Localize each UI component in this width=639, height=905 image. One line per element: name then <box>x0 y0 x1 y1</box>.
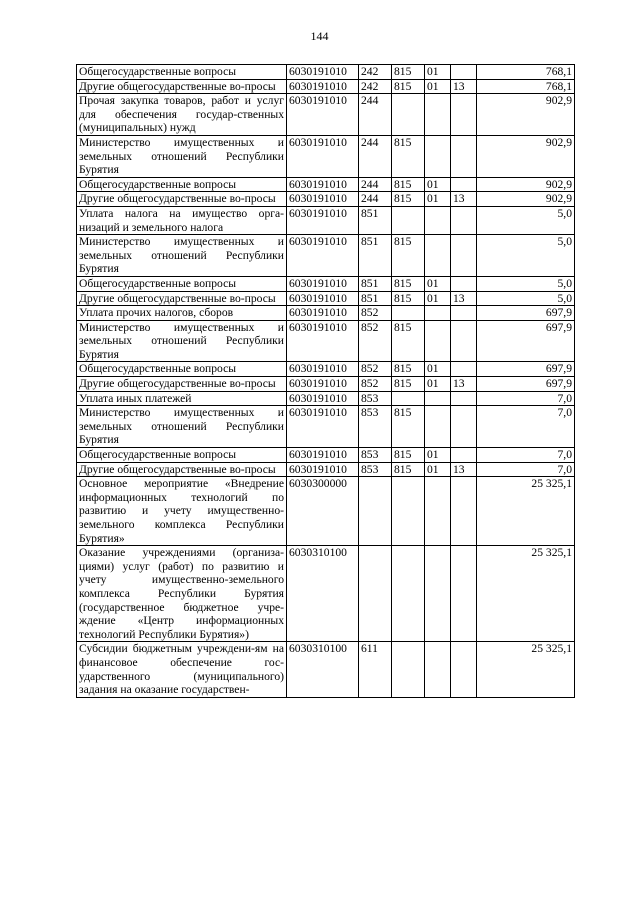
amount-cell: 5,0 <box>477 276 575 291</box>
section-code-cell: 01 <box>425 276 451 291</box>
table-row <box>77 177 575 192</box>
section-code-cell <box>425 135 451 177</box>
expense-type-cell: 852 <box>359 362 392 377</box>
section-code-cell: 01 <box>425 291 451 306</box>
target-code-cell: 6030310100 <box>287 642 359 697</box>
ministry-code-cell: 815 <box>392 135 425 177</box>
expense-type-cell: 244 <box>359 177 392 192</box>
row-name-cell: Общегосударственные вопросы <box>77 177 287 192</box>
target-code-cell: 6030191010 <box>287 377 359 392</box>
ministry-code-cell: 815 <box>392 79 425 94</box>
row-name-cell: Общегосударственные вопросы <box>77 276 287 291</box>
subsection-code-cell: 13 <box>451 377 477 392</box>
subsection-code-cell <box>451 320 477 362</box>
subsection-code-cell <box>451 276 477 291</box>
table-row <box>77 65 575 80</box>
expense-type-cell: 853 <box>359 462 392 477</box>
amount-cell: 697,9 <box>477 377 575 392</box>
target-code-cell: 6030191010 <box>287 192 359 207</box>
amount-cell: 768,1 <box>477 65 575 80</box>
row-name-cell: Другие общегосударственные во-просы <box>77 192 287 207</box>
row-name-cell: Общегосударственные вопросы <box>77 65 287 80</box>
table-row <box>77 235 575 277</box>
section-code-cell <box>425 406 451 448</box>
amount-cell: 7,0 <box>477 448 575 463</box>
expense-type-cell: 242 <box>359 65 392 80</box>
ministry-code-cell: 815 <box>392 448 425 463</box>
expense-type-cell: 852 <box>359 320 392 362</box>
target-code-cell: 6030191010 <box>287 448 359 463</box>
table-row <box>77 546 575 642</box>
subsection-code-cell <box>451 391 477 406</box>
expense-type-cell: 853 <box>359 391 392 406</box>
row-name-cell: Министерство имущественных и земельных отношений Республики Бурятия <box>77 320 287 362</box>
amount-cell: 7,0 <box>477 391 575 406</box>
row-name-cell: Прочая закупка товаров, работ и услуг для обеспечения государ-ственных (муниципальных) нужд <box>77 94 287 136</box>
expense-type-cell: 852 <box>359 306 392 321</box>
amount-cell: 5,0 <box>477 235 575 277</box>
row-name-cell: Общегосударственные вопросы <box>77 448 287 463</box>
amount-cell: 5,0 <box>477 291 575 306</box>
section-code-cell <box>425 477 451 546</box>
amount-cell: 902,9 <box>477 192 575 207</box>
subsection-code-cell <box>451 406 477 448</box>
subsection-code-cell <box>451 448 477 463</box>
expense-type-cell: 852 <box>359 377 392 392</box>
row-name-cell: Министерство имущественных и земельных отношений Республики Бурятия <box>77 406 287 448</box>
target-code-cell: 6030191010 <box>287 291 359 306</box>
section-code-cell: 01 <box>425 177 451 192</box>
amount-cell: 25 325,1 <box>477 477 575 546</box>
amount-cell: 697,9 <box>477 320 575 362</box>
expense-type-cell: 244 <box>359 94 392 136</box>
section-code-cell: 01 <box>425 377 451 392</box>
expense-type-cell: 853 <box>359 448 392 463</box>
section-code-cell: 01 <box>425 79 451 94</box>
subsection-code-cell: 13 <box>451 192 477 207</box>
target-code-cell: 6030191010 <box>287 206 359 234</box>
target-code-cell: 6030191010 <box>287 362 359 377</box>
row-name-cell: Уплата прочих налогов, сборов <box>77 306 287 321</box>
row-name-cell: Уплата налога на имущество орга-низаций и земельного налога <box>77 206 287 234</box>
subsection-code-cell <box>451 642 477 697</box>
expense-type-cell <box>359 546 392 642</box>
row-name-cell: Другие общегосударственные во-просы <box>77 377 287 392</box>
row-name-cell: Министерство имущественных и земельных отношений Республики Бурятия <box>77 235 287 277</box>
target-code-cell: 6030191010 <box>287 177 359 192</box>
section-code-cell: 01 <box>425 65 451 80</box>
ministry-code-cell <box>392 391 425 406</box>
ministry-code-cell <box>392 546 425 642</box>
ministry-code-cell: 815 <box>392 235 425 277</box>
expense-type-cell: 244 <box>359 192 392 207</box>
expense-type-cell: 244 <box>359 135 392 177</box>
table-row <box>77 362 575 377</box>
amount-cell: 768,1 <box>477 79 575 94</box>
table-row <box>77 94 575 136</box>
ministry-code-cell: 815 <box>392 177 425 192</box>
section-code-cell <box>425 206 451 234</box>
target-code-cell: 6030310100 <box>287 546 359 642</box>
target-code-cell: 6030191010 <box>287 462 359 477</box>
ministry-code-cell: 815 <box>392 291 425 306</box>
target-code-cell: 6030191010 <box>287 65 359 80</box>
ministry-code-cell <box>392 477 425 546</box>
table-row <box>77 406 575 448</box>
amount-cell: 5,0 <box>477 206 575 234</box>
section-code-cell <box>425 320 451 362</box>
row-name-cell: Другие общегосударственные во-просы <box>77 462 287 477</box>
table-row <box>77 206 575 234</box>
table-row <box>77 306 575 321</box>
subsection-code-cell <box>451 177 477 192</box>
table-row <box>77 135 575 177</box>
ministry-code-cell <box>392 206 425 234</box>
expense-type-cell: 851 <box>359 276 392 291</box>
expense-type-cell <box>359 477 392 546</box>
budget-table <box>76 64 575 698</box>
row-name-cell: Основное мероприятие «Внедрение информационных технологий по развитию и учету имущественно-земельного комплекса Республики Бурятия» <box>77 477 287 546</box>
table-row <box>77 642 575 697</box>
target-code-cell: 6030191010 <box>287 79 359 94</box>
table-row <box>77 276 575 291</box>
subsection-code-cell <box>451 477 477 546</box>
ministry-code-cell: 815 <box>392 406 425 448</box>
amount-cell: 25 325,1 <box>477 546 575 642</box>
subsection-code-cell <box>451 546 477 642</box>
target-code-cell: 6030191010 <box>287 135 359 177</box>
target-code-cell: 6030191010 <box>287 320 359 362</box>
section-code-cell <box>425 306 451 321</box>
ministry-code-cell <box>392 306 425 321</box>
amount-cell: 25 325,1 <box>477 642 575 697</box>
amount-cell: 902,9 <box>477 177 575 192</box>
expense-type-cell: 851 <box>359 291 392 306</box>
amount-cell: 902,9 <box>477 94 575 136</box>
amount-cell: 697,9 <box>477 306 575 321</box>
table-row <box>77 448 575 463</box>
section-code-cell <box>425 642 451 697</box>
subsection-code-cell: 13 <box>451 462 477 477</box>
section-code-cell: 01 <box>425 448 451 463</box>
target-code-cell: 6030191010 <box>287 94 359 136</box>
expense-type-cell: 853 <box>359 406 392 448</box>
amount-cell: 902,9 <box>477 135 575 177</box>
ministry-code-cell: 815 <box>392 192 425 207</box>
subsection-code-cell <box>451 235 477 277</box>
ministry-code-cell: 815 <box>392 362 425 377</box>
target-code-cell: 6030191010 <box>287 306 359 321</box>
subsection-code-cell <box>451 135 477 177</box>
expense-type-cell: 611 <box>359 642 392 697</box>
target-code-cell: 6030191010 <box>287 406 359 448</box>
section-code-cell: 01 <box>425 192 451 207</box>
expense-type-cell: 851 <box>359 206 392 234</box>
target-code-cell: 6030191010 <box>287 391 359 406</box>
subsection-code-cell <box>451 65 477 80</box>
row-name-cell: Субсидии бюджетным учреждени-ям на финансовое обеспечение гос-ударственного (муниципального) задания на оказание государствен- <box>77 642 287 697</box>
row-name-cell: Уплата иных платежей <box>77 391 287 406</box>
amount-cell: 7,0 <box>477 406 575 448</box>
ministry-code-cell: 815 <box>392 320 425 362</box>
subsection-code-cell: 13 <box>451 291 477 306</box>
row-name-cell: Министерство имущественных и земельных отношений Республики Бурятия <box>77 135 287 177</box>
table-row <box>77 477 575 546</box>
ministry-code-cell <box>392 642 425 697</box>
table-row <box>77 192 575 207</box>
subsection-code-cell <box>451 306 477 321</box>
subsection-code-cell: 13 <box>451 79 477 94</box>
section-code-cell: 01 <box>425 462 451 477</box>
amount-cell: 697,9 <box>477 362 575 377</box>
section-code-cell <box>425 94 451 136</box>
row-name-cell: Другие общегосударственные во-просы <box>77 291 287 306</box>
ministry-code-cell: 815 <box>392 462 425 477</box>
section-code-cell <box>425 546 451 642</box>
page-number: 144 <box>310 29 329 43</box>
table-body <box>77 65 575 698</box>
ministry-code-cell <box>392 94 425 136</box>
ministry-code-cell: 815 <box>392 65 425 80</box>
table-row <box>77 462 575 477</box>
ministry-code-cell: 815 <box>392 276 425 291</box>
target-code-cell: 6030191010 <box>287 276 359 291</box>
table-row <box>77 291 575 306</box>
subsection-code-cell <box>451 94 477 136</box>
ministry-code-cell: 815 <box>392 377 425 392</box>
section-code-cell <box>425 391 451 406</box>
table-row <box>77 79 575 94</box>
table-row <box>77 391 575 406</box>
row-name-cell: Другие общегосударственные во-просы <box>77 79 287 94</box>
amount-cell: 7,0 <box>477 462 575 477</box>
subsection-code-cell <box>451 362 477 377</box>
subsection-code-cell <box>451 206 477 234</box>
target-code-cell: 6030191010 <box>287 235 359 277</box>
section-code-cell: 01 <box>425 362 451 377</box>
row-name-cell: Оказание учреждениями (организа-циями) услуг (работ) по развитию и учету имущественно-земельного комплекса Республики Бурятия (государственное бюджетное учре-ждение «Центр информационных технологий Республики Бурятия») <box>77 546 287 642</box>
table-row <box>77 320 575 362</box>
table-row <box>77 377 575 392</box>
expense-type-cell: 242 <box>359 79 392 94</box>
row-name-cell: Общегосударственные вопросы <box>77 362 287 377</box>
section-code-cell <box>425 235 451 277</box>
target-code-cell: 6030300000 <box>287 477 359 546</box>
expense-type-cell: 851 <box>359 235 392 277</box>
